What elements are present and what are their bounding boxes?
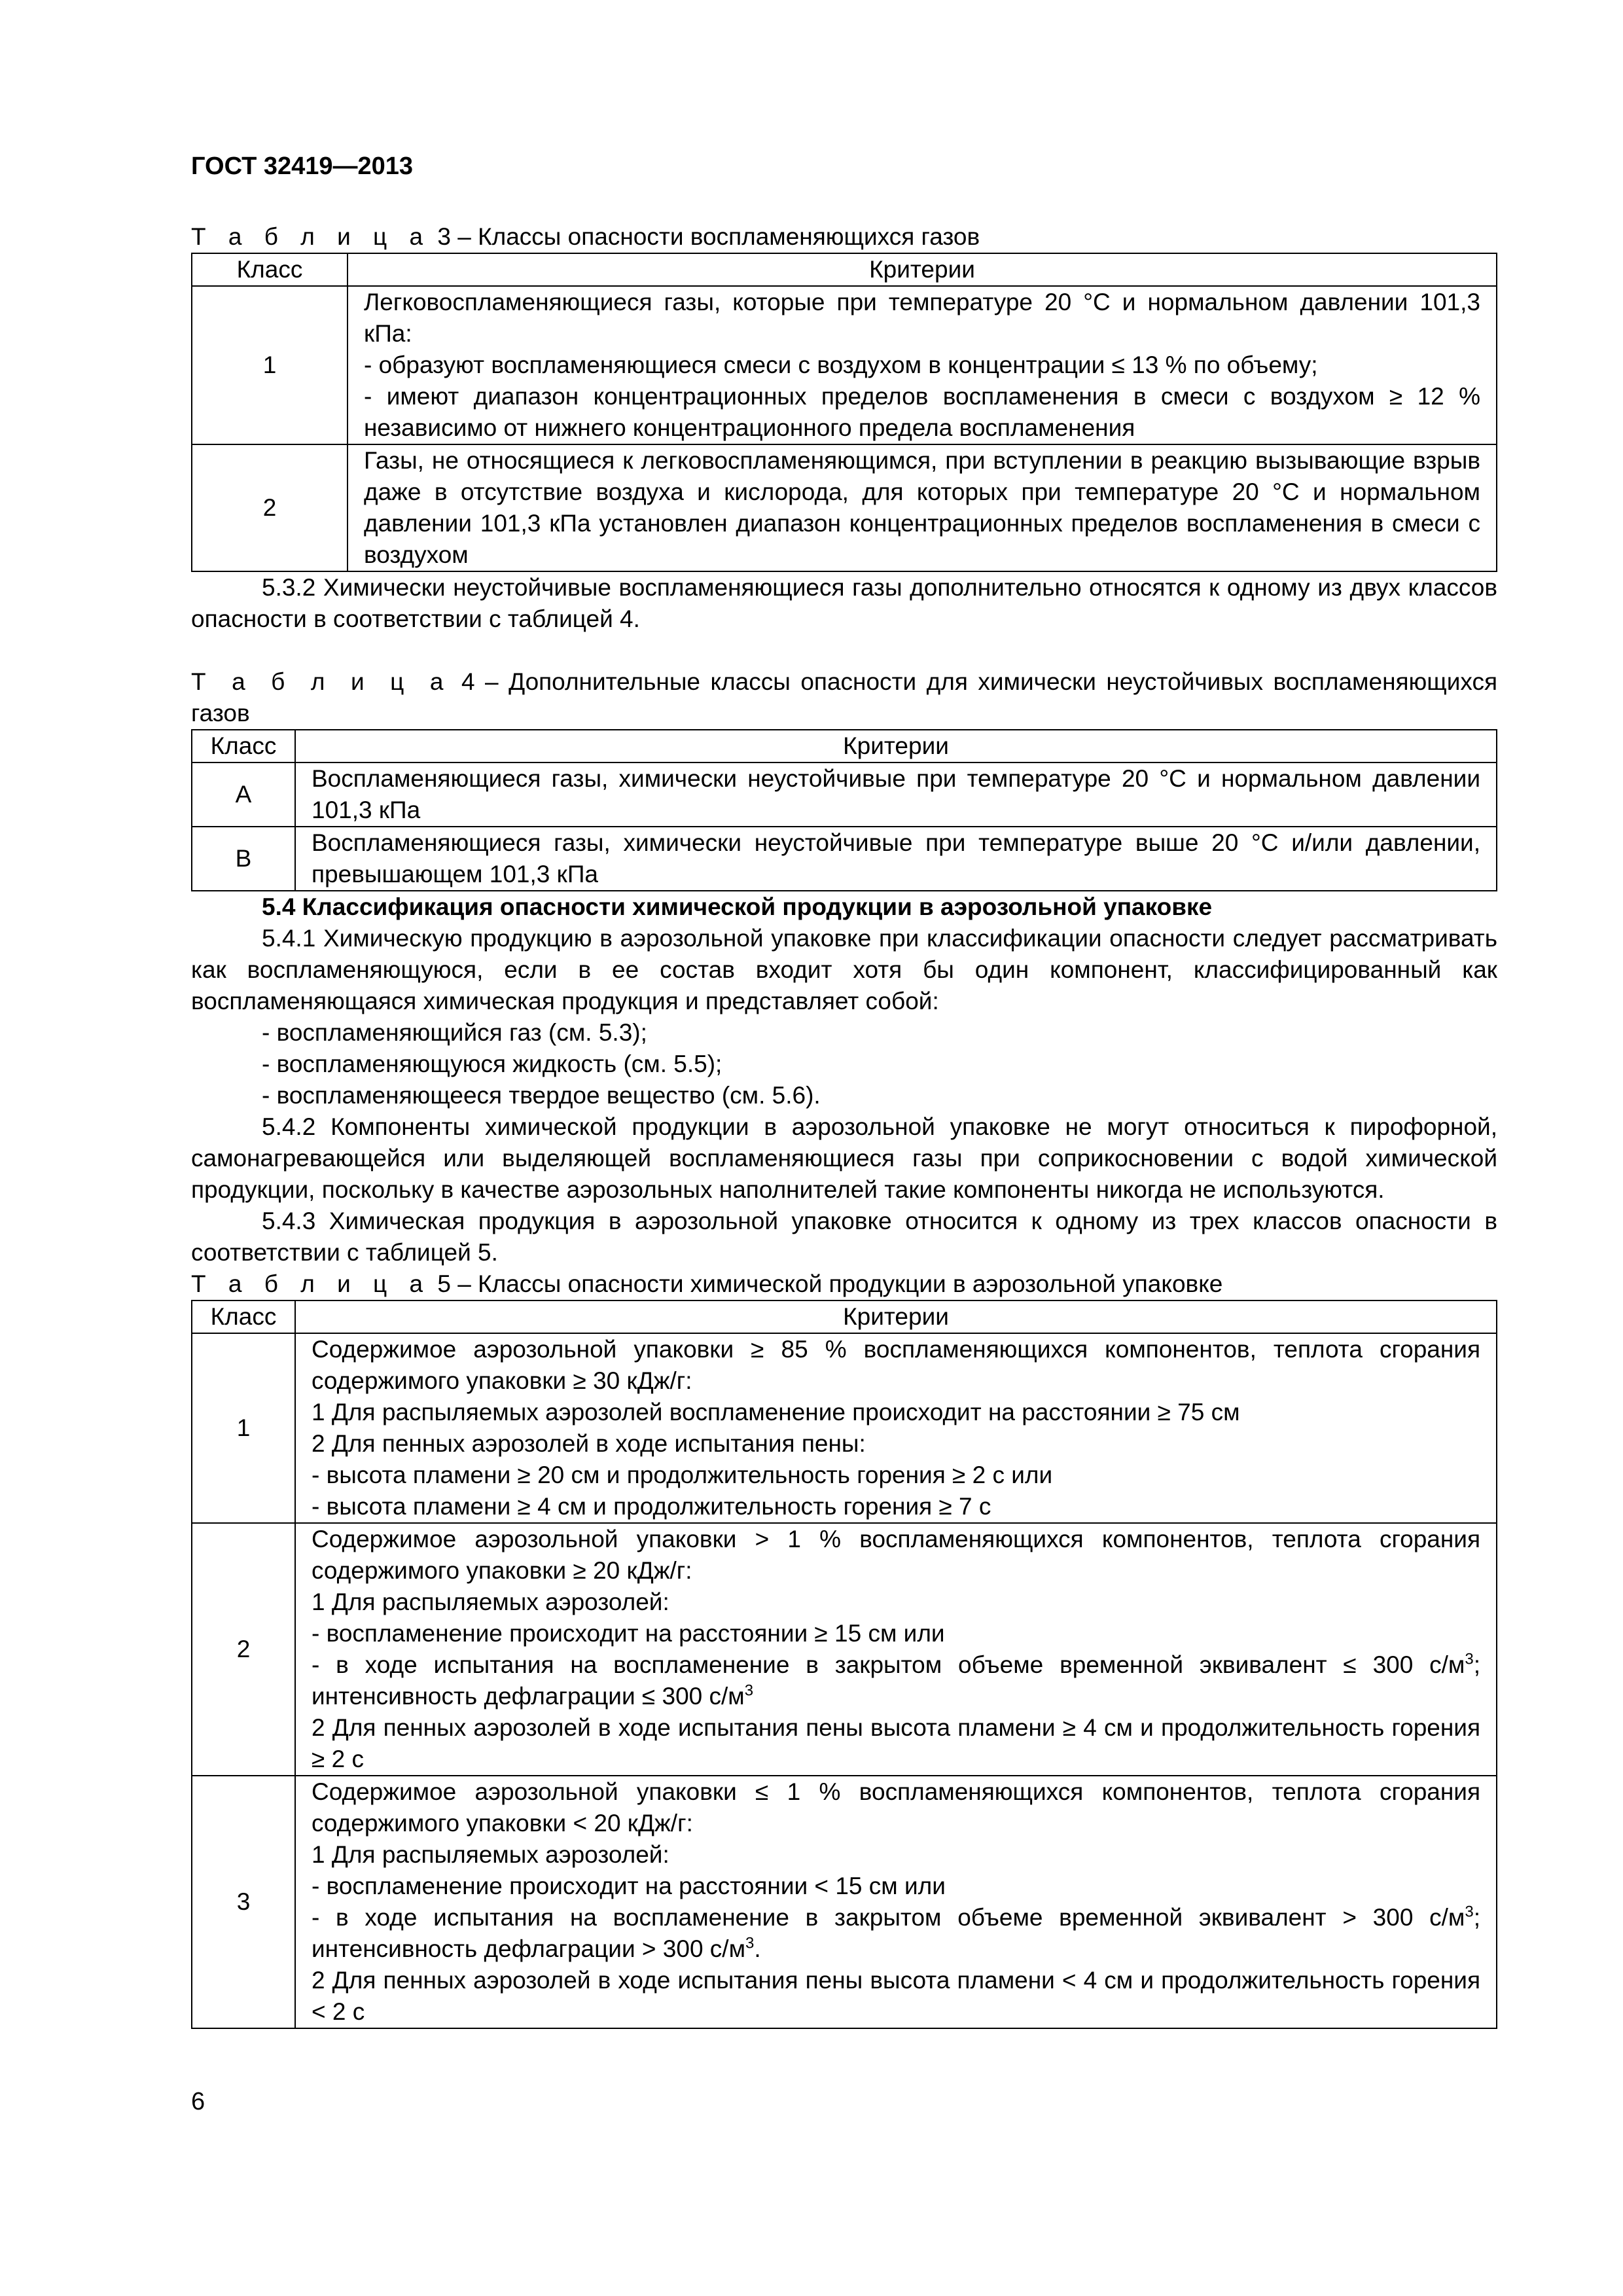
text-fragment: - в ходе испытания на воспламенение в закрытом объеме временной эквивалент > 300 с/м	[312, 1904, 1465, 1931]
paragraph-5-4-3: 5.4.3 Химическая продукция в аэрозольной упаковке относится к одному из трех классов опасности в соответствии с таблицей 5.	[191, 1208, 1497, 1266]
table5-caption-text: 5 – Классы опасности химической продукции в аэрозольной упаковке	[437, 1270, 1223, 1297]
table4-header-row	[192, 730, 1497, 762]
table3-caption-text: 3 – Классы опасности воспламеняющихся газов	[437, 223, 980, 250]
table5-row-2-line: Содержимое аэрозольной упаковки > 1 % воспламеняющихся компонентов, теплота сгорания содержимого упаковки ≥ 20 кДж/г:	[312, 1526, 1480, 1584]
table5-row-2	[192, 1523, 1497, 1776]
table5-row-3	[192, 1776, 1497, 2028]
table5-row-2-line: 1 Для распыляемых аэрозолей:	[312, 1588, 669, 1615]
table3-row-2-criteria	[348, 444, 1497, 571]
table3-caption-prefix: Т а б л и ц а	[191, 223, 431, 250]
table4-col-criteria: Критерии	[295, 730, 1497, 762]
table5-row-3-criteria	[295, 1776, 1497, 2028]
table5-row-2-line	[312, 1649, 1480, 1712]
table5-row-2-class: 2	[192, 1523, 295, 1776]
paragraph-5-4-1: 5.4.1 Химическую продукцию в аэрозольной упаковке при классификации опасности следует рассматривать как воспламеняющуюся, если в ее состав входит хотя бы один компонент, классифицированный как воспламеняющаяся химическая продукция и представляет собой:	[191, 925, 1497, 1014]
table5-row-2-line: - воспламенение происходит на расстоянии ≥ 15 см или	[312, 1620, 945, 1647]
table5-row-3-class: 3	[192, 1776, 295, 2028]
table5-row-3-line: 2 Для пенных аэрозолей в ходе испытания пены высота пламени < 4 см и продолжительность горения < 2 с	[312, 1967, 1480, 2025]
table5-caption-prefix: Т а б л и ц а	[191, 1270, 431, 1297]
table5-row-1-line: - высота пламени ≥ 4 см и продолжительность горения ≥ 7 с	[312, 1493, 991, 1520]
table3-row-2-line-1: Газы, не относящиеся к легковоспламеняющимся, при вступлении в реакцию вызывающие взрыв даже в отсутствие воздуха и кислорода, для которых при температуре 20 °С и нормальном давлении 101,3 кПа установлен диапазон концентрационных пределов воспламенения в смеси с воздухом	[364, 447, 1480, 568]
table3-row-1	[192, 286, 1497, 444]
table5	[191, 1300, 1497, 2029]
table3-row-1-line-2: - образуют воспламеняющиеся смеси с воздухом в концентрации ≤ 13 % по объему;	[364, 351, 1318, 378]
table5-caption	[191, 1268, 1497, 1300]
table4-row-b-class: В	[192, 827, 295, 891]
table3-header-row	[192, 253, 1497, 286]
table4-row-a-class: А	[192, 762, 295, 827]
table5-col-criteria: Критерии	[295, 1300, 1497, 1333]
table4-row-a-criteria: Воспламеняющиеся газы, химически неустойчивые при температуре 20 °С и нормальном давлении 101,3 кПа	[295, 762, 1497, 827]
table5-row-3-line: - воспламенение происходит на расстоянии < 15 см или	[312, 1873, 946, 1899]
section-5-4-title: 5.4 Классификация опасности химической продукции в аэрозольной упаковке	[262, 893, 1213, 920]
document-header: ГОСТ 32419—2013	[191, 152, 414, 180]
text-fragment: .	[754, 1935, 761, 1962]
table5-row-2-criteria	[295, 1523, 1497, 1776]
page-number: 6	[191, 2088, 205, 2115]
text-fragment: ; интенсивность дефлаграции > 300 с/м	[312, 1904, 1480, 1962]
text-fragment: - в ходе испытания на воспламенение в закрытом объеме временной эквивалент ≤ 300 с/м	[312, 1651, 1465, 1678]
table5-col-class: Класс	[192, 1300, 295, 1333]
table5-header-row	[192, 1300, 1497, 1333]
table4-row-b	[192, 827, 1497, 891]
paragraph-5-4-2: 5.4.2 Компоненты химической продукции в аэрозольной упаковке не могут относиться к пирофорной, самонагревающейся или выделяющей воспламеняющиеся газы при соприкосновении с водой химической продукции, поскольку в качестве аэрозольных наполнителей такие компоненты никогда не используются.	[191, 1113, 1497, 1203]
table5-row-1-criteria	[295, 1333, 1497, 1523]
superscript: 3	[745, 1934, 755, 1952]
list-item: - воспламеняющееся твердое вещество (см. 5.6).	[262, 1082, 821, 1109]
paragraph-5-3-2: 5.3.2 Химически неустойчивые воспламеняющиеся газы дополнительно относятся к одному из двух классов опасности в соответствии с таблицей 4.	[191, 574, 1497, 632]
text-fragment: ; интенсивность дефлаграции ≤ 300 с/м	[312, 1651, 1480, 1710]
document-page	[191, 151, 1497, 2029]
table3-row-2	[192, 444, 1497, 571]
table5-row-3-line: Содержимое аэрозольной упаковки ≤ 1 % воспламеняющихся компонентов, теплота сгорания содержимого упаковки < 20 кДж/г:	[312, 1778, 1480, 1837]
table3-row-1-class: 1	[192, 286, 348, 444]
table4-caption-prefix: Т а б л и ц а	[191, 668, 452, 695]
table4	[191, 729, 1497, 891]
table3	[191, 253, 1497, 572]
superscript: 3	[1465, 1650, 1474, 1668]
table5-row-1-class: 1	[192, 1333, 295, 1523]
superscript: 3	[1465, 1903, 1474, 1921]
table3-row-1-line-1: Легковоспламеняющиеся газы, которые при температуре 20 °С и нормальном давлении 101,3 кПа:	[364, 289, 1480, 347]
table3-row-1-line-3: - имеют диапазон концентрационных пределов воспламенения в смеси с воздухом ≥ 12 % независимо от нижнего концентрационного предела воспламенения	[364, 383, 1480, 441]
list-item: - воспламеняющуюся жидкость (см. 5.5);	[262, 1050, 722, 1077]
table5-row-1	[192, 1333, 1497, 1523]
table3-row-1-criteria	[348, 286, 1497, 444]
table5-row-3-line: 1 Для распыляемых аэрозолей:	[312, 1841, 669, 1868]
superscript: 3	[744, 1681, 754, 1700]
table3-caption	[191, 221, 1497, 253]
table5-row-1-line: - высота пламени ≥ 20 см и продолжительность горения ≥ 2 с или	[312, 1462, 1053, 1488]
table4-row-a	[192, 762, 1497, 827]
table5-row-1-line: 2 Для пенных аэрозолей в ходе испытания пены:	[312, 1430, 866, 1457]
table5-row-1-line: 1 Для распыляемых аэрозолей воспламенение происходит на расстоянии ≥ 75 см	[312, 1399, 1240, 1426]
table5-row-3-line	[312, 1902, 1480, 1965]
list-item: - воспламеняющийся газ (см. 5.3);	[262, 1019, 647, 1046]
table4-col-class: Класс	[192, 730, 295, 762]
table3-row-2-class: 2	[192, 444, 348, 571]
table3-col-criteria: Критерии	[348, 253, 1497, 286]
table4-caption	[191, 666, 1497, 729]
table3-col-class: Класс	[192, 253, 348, 286]
table4-row-b-criteria: Воспламеняющиеся газы, химически неустойчивые при температуре выше 20 °С и/или давлении, превышающем 101,3 кПа	[295, 827, 1497, 891]
table5-row-2-line: 2 Для пенных аэрозолей в ходе испытания пены высота пламени ≥ 4 см и продолжительность горения ≥ 2 с	[312, 1714, 1480, 1772]
table4-caption-text: 4 – Дополнительные классы опасности для химически неустойчивых воспламеняющихся газов	[191, 668, 1498, 726]
table5-row-1-line: Содержимое аэрозольной упаковки ≥ 85 % воспламеняющихся компонентов, теплота сгорания содержимого упаковки ≥ 30 кДж/г:	[312, 1336, 1480, 1394]
